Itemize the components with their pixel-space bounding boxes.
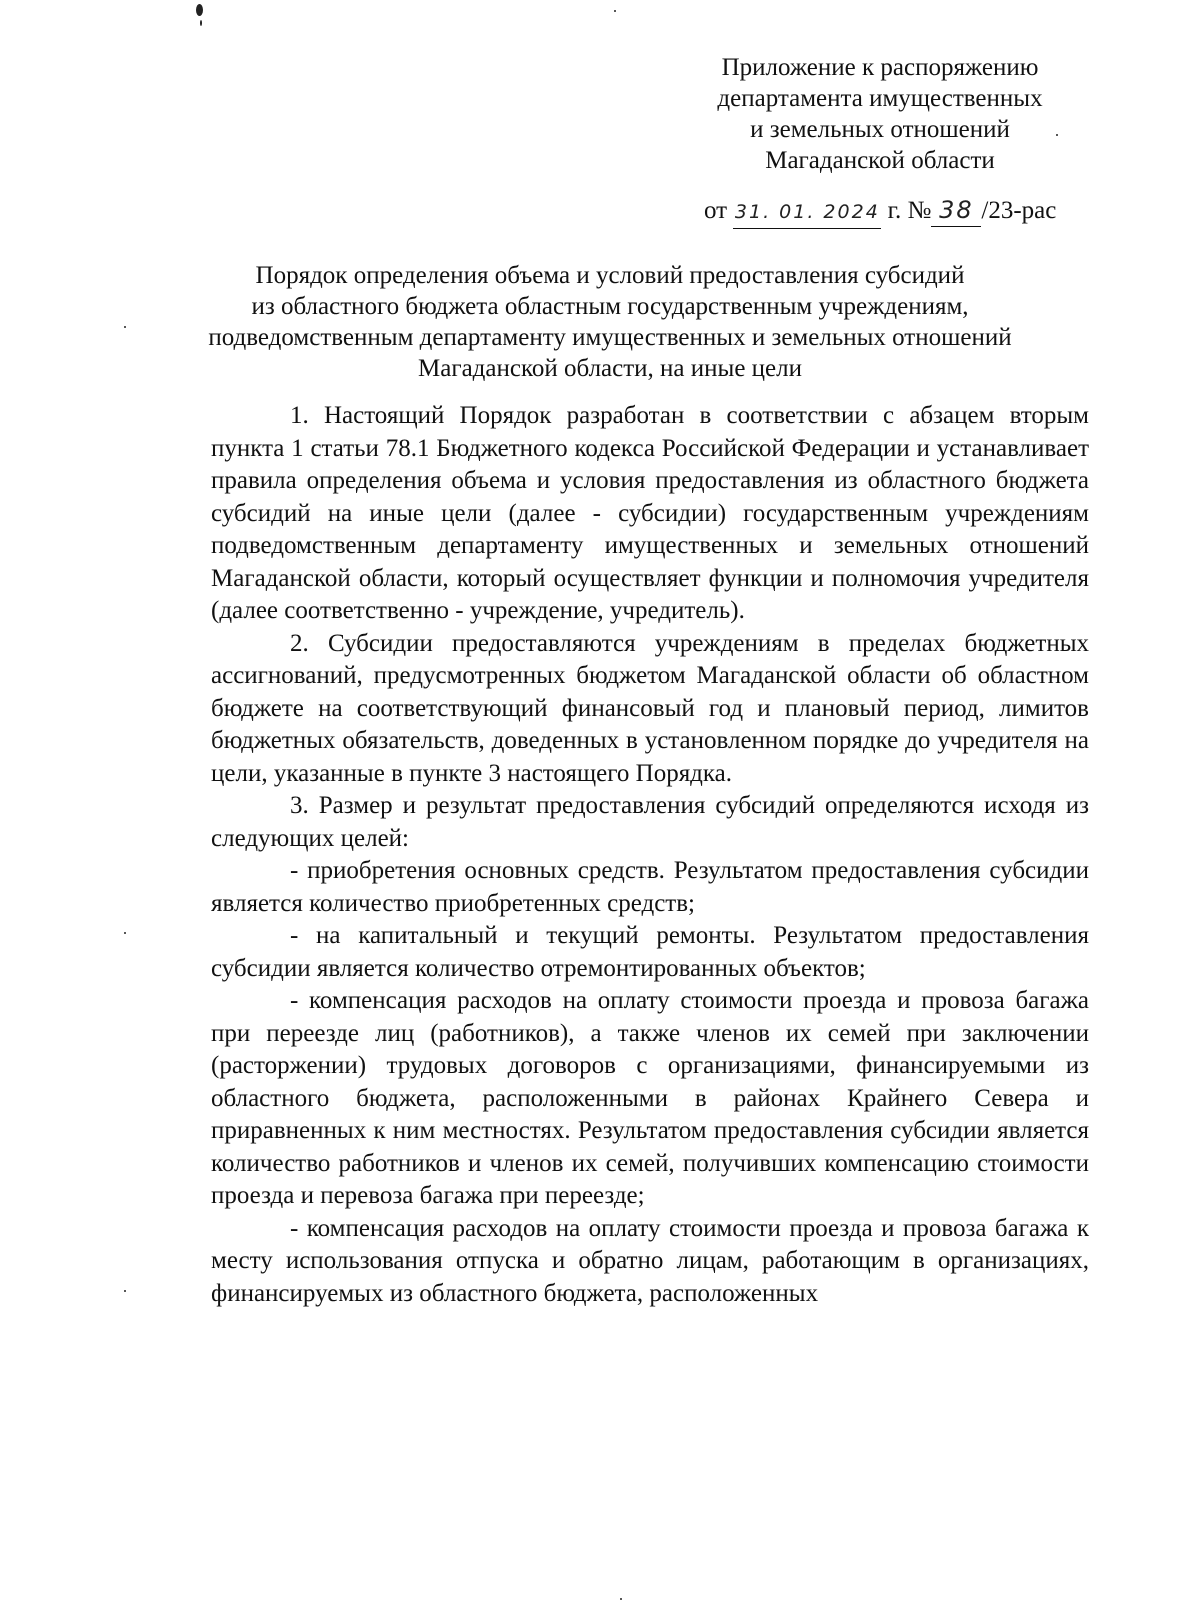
appendix-header-line: департамента имущественных [717, 85, 1043, 112]
list-item-repairs: - на капитальный и текущий ремонты. Результатом предоставления субсидии является количество отремонтированных объектов; [211, 922, 1089, 982]
list-item-vacation-travel-compensation: - компенсация расходов на оплату стоимости проезда и провоза багажа к месту использования отпуска и обратно лицам, работающим в организациях, финансируемых из областного бюджета, расположенных [211, 1214, 1089, 1307]
scan-speck [614, 10, 616, 12]
document-body [211, 400, 1089, 1310]
title-line: из областного бюджета областным государственным учреждениям, [251, 293, 969, 320]
order-reference [704, 195, 1056, 229]
ref-number-suffix: /23-рас [981, 197, 1057, 224]
scan-speck [620, 1598, 622, 1600]
paragraph-3: 3. Размер и результат предоставления субсидий определяются исходя из следующих целей: [211, 792, 1089, 852]
appendix-header-line: Приложение к распоряжению [721, 54, 1039, 81]
appendix-header [660, 52, 1100, 176]
title-line: подведомственным департаменту имущественных и земельных отношений [208, 324, 1012, 351]
scan-speck [196, 4, 203, 16]
scan-speck [124, 932, 126, 934]
list-item-fixed-assets: - приобретения основных средств. Результатом предоставления субсидии является количество приобретенных средств; [211, 857, 1089, 917]
scan-speck [124, 1290, 126, 1292]
title-line: Магаданской области, на иные цели [418, 355, 802, 382]
document-title [180, 260, 1040, 384]
title-line: Порядок определения объема и условий предоставления субсидий [255, 262, 965, 289]
handwritten-date: 31. 01. 2024 [733, 197, 881, 229]
paragraph-2: 2. Субсидии предоставляются учреждениям в пределах бюджетных ассигнований, предусмотренных бюджетом Магаданской области об областном бюджете на соответствующий финансовый год и плановый период, лимитов бюджетных обязательств, доведенных в установленном порядке до учредителя на цели, указанные в пункте 3 настоящего Порядка. [211, 629, 1089, 787]
appendix-header-line: Магаданской области [765, 147, 995, 174]
handwritten-number: 38 [931, 195, 981, 227]
paragraph-1: 1. Настоящий Порядок разработан в соответствии с абзацем вторым пункта 1 статьи 78.1 Бюджетного кодекса Российской Федерации и устанавливает правила определения объема и условия предоставления из областного бюджета субсидий на иные цели (далее - субсидии) государственным учреждениям подведомственным департаменту имущественных и земельных отношений Магаданской области, который осуществляет функции и полномочия учредителя (далее соответственно - учреждение, учредитель). [211, 402, 1089, 624]
scan-speck [200, 20, 202, 26]
ref-from-label: от [704, 197, 728, 224]
scan-speck [124, 326, 126, 328]
list-item-relocation-compensation: - компенсация расходов на оплату стоимости проезда и провоза багажа при переезде лиц (работников), а также членов их семей при заключении (расторжении) трудовых договоров с организациями, финансируемыми из областного бюджета, расположенными в районах Крайнего Севера и приравненных к ним местностях. Результатом предоставления субсидии является количество работников и членов их семей, получивших компенсацию стоимости проезда и перевоза багажа при переезде; [211, 987, 1089, 1209]
ref-number-label: г. № [887, 197, 932, 224]
appendix-header-line: и земельных отношений [750, 116, 1010, 143]
